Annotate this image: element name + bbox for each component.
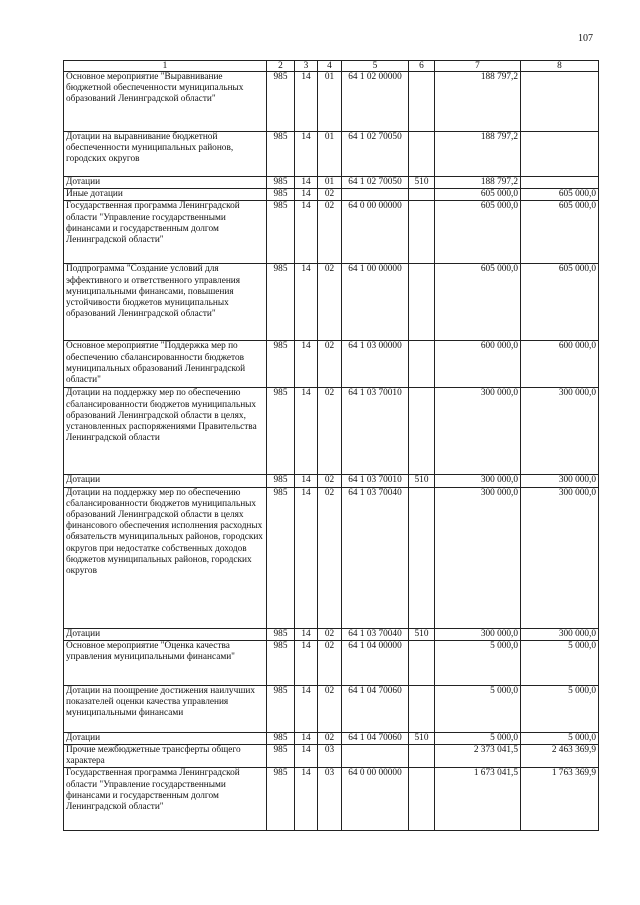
cell-amount-year2: 5 000,0 xyxy=(521,685,599,732)
col-header: 4 xyxy=(318,61,342,72)
cell-section: 14 xyxy=(295,264,318,341)
cell-expense-type: 510 xyxy=(409,628,435,640)
cell-amount-year1: 188 797,2 xyxy=(435,72,521,132)
cell-admin-code: 985 xyxy=(267,189,295,201)
table-row xyxy=(64,745,599,768)
cell-admin-code: 985 xyxy=(267,72,295,132)
cell-expense-type xyxy=(409,685,435,732)
cell-admin-code: 985 xyxy=(267,388,295,475)
cell-expense-type xyxy=(409,640,435,685)
cell-name: Государственная программа Ленинградской области "Управление государственными финансами и государственным долгом Ленинградской области" xyxy=(64,201,267,264)
cell-section: 14 xyxy=(295,132,318,177)
cell-amount-year1: 5 000,0 xyxy=(435,685,521,732)
cell-target-article: 64 1 04 70060 xyxy=(342,685,409,732)
table-row xyxy=(64,201,599,264)
cell-admin-code: 985 xyxy=(267,177,295,189)
cell-amount-year1: 300 000,0 xyxy=(435,628,521,640)
cell-amount-year2: 300 000,0 xyxy=(521,388,599,475)
cell-subsection: 02 xyxy=(318,732,342,744)
table-row xyxy=(64,628,599,640)
cell-expense-type xyxy=(409,72,435,132)
col-header: 2 xyxy=(267,61,295,72)
cell-section: 14 xyxy=(295,745,318,768)
cell-admin-code: 985 xyxy=(267,768,295,831)
table-row xyxy=(64,189,599,201)
cell-expense-type xyxy=(409,487,435,628)
cell-section: 14 xyxy=(295,177,318,189)
cell-admin-code: 985 xyxy=(267,264,295,341)
table-row xyxy=(64,132,599,177)
cell-name: Дотации xyxy=(64,628,267,640)
col-header: 1 xyxy=(64,61,267,72)
cell-amount-year1: 2 373 041,5 xyxy=(435,745,521,768)
cell-amount-year2: 300 000,0 xyxy=(521,487,599,628)
cell-admin-code: 985 xyxy=(267,640,295,685)
cell-target-article: 64 1 02 70050 xyxy=(342,177,409,189)
cell-admin-code: 985 xyxy=(267,132,295,177)
cell-admin-code: 985 xyxy=(267,201,295,264)
cell-admin-code: 985 xyxy=(267,628,295,640)
cell-target-article xyxy=(342,745,409,768)
cell-amount-year1: 605 000,0 xyxy=(435,264,521,341)
page-number: 107 xyxy=(578,33,593,44)
cell-section: 14 xyxy=(295,768,318,831)
cell-expense-type: 510 xyxy=(409,732,435,744)
cell-amount-year2: 605 000,0 xyxy=(521,201,599,264)
cell-amount-year1: 300 000,0 xyxy=(435,475,521,487)
cell-section: 14 xyxy=(295,201,318,264)
cell-admin-code: 985 xyxy=(267,475,295,487)
cell-target-article: 64 1 04 00000 xyxy=(342,640,409,685)
cell-section: 14 xyxy=(295,475,318,487)
cell-admin-code: 985 xyxy=(267,685,295,732)
cell-amount-year1: 300 000,0 xyxy=(435,487,521,628)
cell-amount-year2: 5 000,0 xyxy=(521,732,599,744)
cell-expense-type xyxy=(409,745,435,768)
cell-section: 14 xyxy=(295,732,318,744)
cell-section: 14 xyxy=(295,72,318,132)
cell-target-article: 64 1 03 70040 xyxy=(342,628,409,640)
cell-target-article: 64 1 03 70010 xyxy=(342,388,409,475)
col-header: 8 xyxy=(521,61,599,72)
cell-target-article: 64 1 02 70050 xyxy=(342,132,409,177)
cell-target-article: 64 1 04 70060 xyxy=(342,732,409,744)
cell-expense-type xyxy=(409,132,435,177)
col-header: 5 xyxy=(342,61,409,72)
cell-expense-type xyxy=(409,341,435,388)
cell-amount-year1: 5 000,0 xyxy=(435,732,521,744)
cell-subsection: 02 xyxy=(318,628,342,640)
cell-subsection: 02 xyxy=(318,487,342,628)
cell-subsection: 01 xyxy=(318,132,342,177)
cell-name: Дотации xyxy=(64,732,267,744)
cell-name: Иные дотации xyxy=(64,189,267,201)
cell-expense-type: 510 xyxy=(409,177,435,189)
cell-name: Дотации xyxy=(64,177,267,189)
table-row xyxy=(64,72,599,132)
table-row xyxy=(64,341,599,388)
table-header-row xyxy=(64,61,599,72)
cell-amount-year2: 300 000,0 xyxy=(521,475,599,487)
cell-section: 14 xyxy=(295,388,318,475)
cell-amount-year1: 300 000,0 xyxy=(435,388,521,475)
cell-name: Основное мероприятие "Выравнивание бюджетной обеспеченности муниципальных образований Ленинградской области" xyxy=(64,72,267,132)
cell-subsection: 03 xyxy=(318,768,342,831)
cell-amount-year2: 1 763 369,9 xyxy=(521,768,599,831)
cell-expense-type xyxy=(409,264,435,341)
cell-section: 14 xyxy=(295,189,318,201)
cell-section: 14 xyxy=(295,685,318,732)
cell-name: Государственная программа Ленинградской области "Управление государственными финансами и государственным долгом Ленинградской области" xyxy=(64,768,267,831)
cell-subsection: 02 xyxy=(318,201,342,264)
cell-admin-code: 985 xyxy=(267,745,295,768)
col-header: 3 xyxy=(295,61,318,72)
cell-subsection: 02 xyxy=(318,475,342,487)
cell-section: 14 xyxy=(295,487,318,628)
cell-amount-year2 xyxy=(521,132,599,177)
table-row xyxy=(64,685,599,732)
col-header: 6 xyxy=(409,61,435,72)
table-row xyxy=(64,264,599,341)
cell-target-article: 64 1 03 00000 xyxy=(342,341,409,388)
cell-amount-year1: 605 000,0 xyxy=(435,201,521,264)
cell-name: Дотации xyxy=(64,475,267,487)
budget-table xyxy=(63,60,599,831)
cell-subsection: 02 xyxy=(318,685,342,732)
table-row xyxy=(64,388,599,475)
cell-subsection: 02 xyxy=(318,264,342,341)
cell-amount-year1: 1 673 041,5 xyxy=(435,768,521,831)
cell-amount-year1: 188 797,2 xyxy=(435,177,521,189)
cell-subsection: 02 xyxy=(318,388,342,475)
cell-target-article xyxy=(342,189,409,201)
cell-subsection: 02 xyxy=(318,640,342,685)
cell-subsection: 02 xyxy=(318,189,342,201)
cell-expense-type xyxy=(409,189,435,201)
table-row xyxy=(64,475,599,487)
cell-name: Основное мероприятие "Поддержка мер по обеспечению сбалансированности бюджетов муниципальных образований Ленинградской области" xyxy=(64,341,267,388)
table-row xyxy=(64,177,599,189)
cell-name: Основное мероприятие "Оценка качества управления муниципальными финансами" xyxy=(64,640,267,685)
cell-expense-type: 510 xyxy=(409,475,435,487)
cell-amount-year1: 600 000,0 xyxy=(435,341,521,388)
cell-amount-year2: 2 463 369,9 xyxy=(521,745,599,768)
cell-expense-type xyxy=(409,768,435,831)
col-header: 7 xyxy=(435,61,521,72)
cell-name: Дотации на поддержку мер по обеспечению сбалансированности бюджетов муниципальных образований Ленинградской области в целях, установленных распоряжениями Правительства Ленинградской области xyxy=(64,388,267,475)
cell-subsection: 03 xyxy=(318,745,342,768)
cell-name: Подпрограмма "Создание условий для эффективного и ответственного управления муниципальными финансами, повышения устойчивости бюджетов муниципальных образований Ленинградской области" xyxy=(64,264,267,341)
table-row xyxy=(64,768,599,831)
cell-target-article: 64 1 03 70040 xyxy=(342,487,409,628)
cell-name: Дотации на выравнивание бюджетной обеспеченности муниципальных районов, городских округов xyxy=(64,132,267,177)
cell-section: 14 xyxy=(295,341,318,388)
cell-admin-code: 985 xyxy=(267,341,295,388)
cell-section: 14 xyxy=(295,640,318,685)
cell-target-article: 64 1 00 00000 xyxy=(342,264,409,341)
cell-amount-year1: 5 000,0 xyxy=(435,640,521,685)
cell-admin-code: 985 xyxy=(267,487,295,628)
cell-target-article: 64 1 03 70010 xyxy=(342,475,409,487)
table-row xyxy=(64,487,599,628)
cell-admin-code: 985 xyxy=(267,732,295,744)
cell-section: 14 xyxy=(295,628,318,640)
cell-name: Дотации на поддержку мер по обеспечению сбалансированности бюджетов муниципальных образований Ленинградской области в целях финансового обеспечения исполнения расходных обязательств муниципальных районов, городских округов при недостатке собственных доходов бюджетов муниципальных районов, городских округов xyxy=(64,487,267,628)
cell-amount-year2: 300 000,0 xyxy=(521,628,599,640)
table-row xyxy=(64,732,599,744)
cell-subsection: 01 xyxy=(318,177,342,189)
cell-target-article: 64 0 00 00000 xyxy=(342,768,409,831)
cell-amount-year1: 605 000,0 xyxy=(435,189,521,201)
cell-subsection: 01 xyxy=(318,72,342,132)
cell-amount-year2: 600 000,0 xyxy=(521,341,599,388)
cell-name: Прочие межбюджетные трансферты общего характера xyxy=(64,745,267,768)
cell-target-article: 64 0 00 00000 xyxy=(342,201,409,264)
cell-amount-year2 xyxy=(521,72,599,132)
cell-amount-year2: 605 000,0 xyxy=(521,264,599,341)
cell-expense-type xyxy=(409,388,435,475)
cell-amount-year2: 605 000,0 xyxy=(521,189,599,201)
cell-expense-type xyxy=(409,201,435,264)
cell-name: Дотации на поощрение достижения наилучших показателей оценки качества управления муниципальными финансами xyxy=(64,685,267,732)
cell-subsection: 02 xyxy=(318,341,342,388)
cell-amount-year2 xyxy=(521,177,599,189)
table-row xyxy=(64,640,599,685)
cell-amount-year1: 188 797,2 xyxy=(435,132,521,177)
cell-amount-year2: 5 000,0 xyxy=(521,640,599,685)
cell-target-article: 64 1 02 00000 xyxy=(342,72,409,132)
